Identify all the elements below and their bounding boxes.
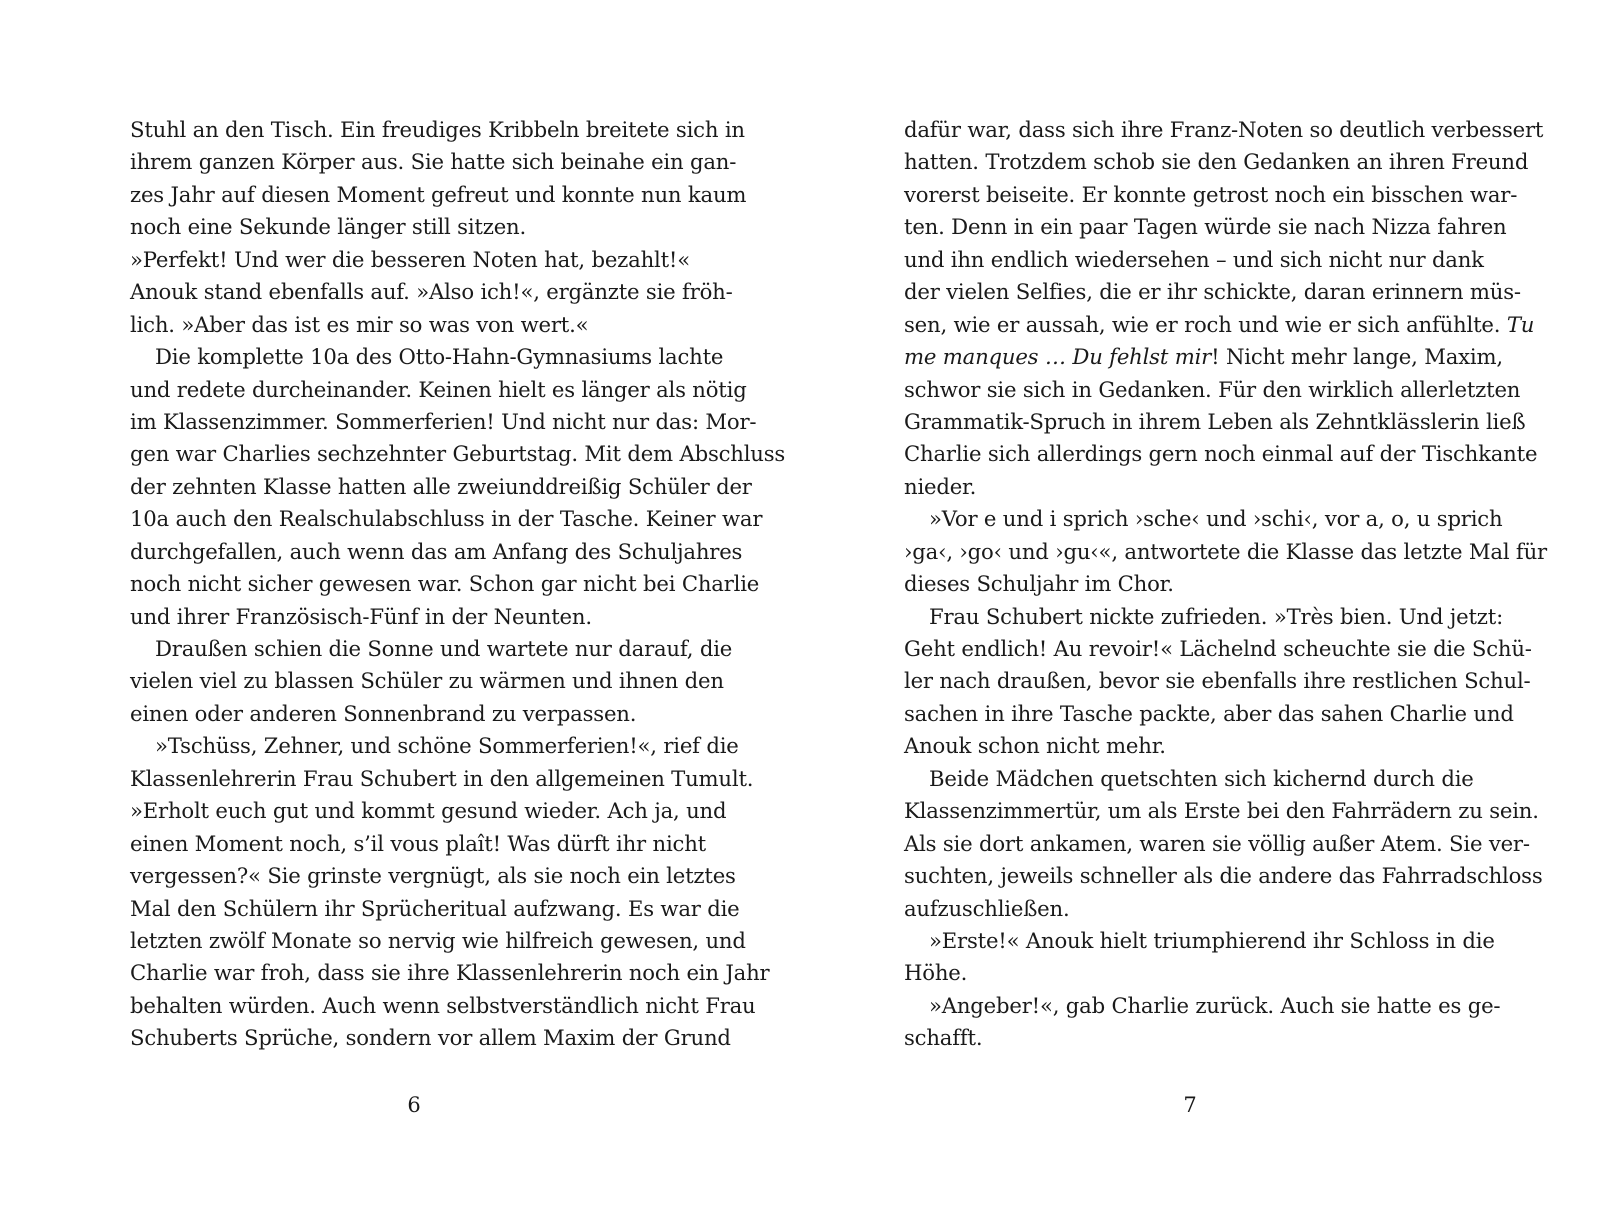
italic-text: me manques … Du fehlst mir: [904, 344, 1212, 370]
text-line: vielen viel zu blassen Schüler zu wärmen und ihnen den: [130, 668, 724, 694]
text-line: Charlie war froh, dass sie ihre Klassenlehrerin noch ein Jahr: [130, 960, 770, 986]
italic-text: Tu: [1506, 311, 1535, 337]
text-line: ten. Denn in ein paar Tagen würde sie nach Nizza fahren: [904, 214, 1507, 240]
text-line: durchgefallen, auch wenn das am Anfang des Schuljahres: [130, 538, 743, 564]
text-line: letzten zwölf Monate so nervig wie hilfreich gewesen, und: [130, 927, 746, 953]
text-line: hatten. Trotzdem schob sie den Gedanken an ihren Freund: [904, 149, 1529, 175]
text-line: Schuberts Sprüche, sondern vor allem Maxim der Grund: [130, 1025, 731, 1051]
text-line: Frau Schubert nickte zufrieden. »Très bien. Und jetzt:: [929, 603, 1504, 629]
text-line: Klassenzimmertür, um als Erste bei den Fahrrädern zu sein.: [904, 798, 1539, 824]
text-line: nieder.: [904, 473, 977, 499]
text-line: 10a auch den Realschulabschluss in der Tasche. Keiner war: [130, 506, 763, 532]
text-line: im Klassenzimmer. Sommerferien! Und nicht nur das: Mor-: [130, 408, 757, 434]
text-line: Anouk schon nicht mehr.: [904, 733, 1166, 759]
text-line: vergessen?« Sie grinste vergnügt, als sie noch ein letztes: [130, 863, 736, 889]
text-line-mixed: [904, 341, 1503, 373]
text-line: »Erholt euch gut und kommt gesund wieder. Ach ja, und: [130, 798, 727, 824]
text-line: ler nach draußen, bevor sie ebenfalls ihre restlichen Schul-: [904, 668, 1531, 694]
text-segment: ! Nicht mehr lange, Maxim,: [1211, 344, 1503, 370]
text-line: und redete durcheinander. Keinen hielt es länger als nötig: [130, 376, 747, 402]
text-line: und ihrer Französisch-Fünf in der Neunten.: [130, 603, 592, 629]
right-page-text: [904, 114, 1547, 1055]
text-line: und ihn endlich wiedersehen – und sich nicht nur dank: [904, 246, 1484, 272]
text-line: vorerst beiseite. Er konnte getrost noch ein bisschen war-: [904, 181, 1518, 207]
text-line: Geht endlich! Au revoir!« Lächelnd scheuchte sie die Schü-: [904, 636, 1532, 661]
text-segment: sen, wie er aussah, wie er roch und wie er sich anfühlte.: [904, 311, 1501, 337]
text-line: schafft.: [904, 1025, 983, 1051]
text-line: suchten, jeweils schneller als die andere das Fahrradschloss: [904, 863, 1543, 889]
text-line: »Vor e und i sprich ›sche‹ und ›schi‹, vor a, o, u sprich: [929, 506, 1503, 532]
text-line: Charlie sich allerdings gern noch einmal auf der Tischkante: [904, 441, 1538, 467]
text-line: einen Moment noch, s’il vous plaît! Was dürft ihr nicht: [130, 830, 706, 856]
page-number: 6: [407, 1093, 421, 1117]
text-line: Anouk stand ebenfalls auf. »Also ich!«, ergänzte sie fröh-: [130, 279, 733, 305]
text-line: einen oder anderen Sonnenbrand zu verpassen.: [130, 700, 637, 726]
text-line: »Tschüss, Zehner, und schöne Sommerferien!«, rief die: [155, 733, 739, 759]
text-line: der vielen Selfies, die er ihr schickte, daran erinnern müs-: [904, 279, 1521, 305]
text-line: dafür war, dass sich ihre Franz-Noten so deutlich verbessert: [904, 117, 1544, 142]
text-line: ›ga‹, ›go‹ und ›gu‹«, antwortete die Klasse das letzte Mal für: [904, 538, 1547, 564]
text-line: zes Jahr auf diesen Moment gefreut und konnte nun kaum: [130, 181, 747, 207]
text-line: dieses Schuljahr im Chor.: [904, 571, 1174, 597]
text-line: Als sie dort ankamen, waren sie völlig außer Atem. Sie ver-: [904, 830, 1530, 856]
text-line: ihrem ganzen Körper aus. Sie hatte sich beinahe ein gan-: [130, 149, 737, 175]
text-line: der zehnten Klasse hatten alle zweiunddreißig Schüler der: [130, 473, 752, 499]
text-line: noch nicht sicher gewesen war. Schon gar nicht bei Charlie: [130, 571, 760, 597]
text-line: Grammatik-Spruch in ihrem Leben als Zehntklässlerin ließ: [904, 408, 1526, 434]
text-line: behalten würden. Auch wenn selbstverständlich nicht Frau: [130, 992, 756, 1018]
text-line: aufzuschließen.: [904, 895, 1070, 921]
text-line: »Perfekt! Und wer die besseren Noten hat, bezahlt!«: [130, 246, 690, 272]
text-line: noch eine Sekunde länger still sitzen.: [130, 214, 527, 240]
text-line: Mal den Schülern ihr Sprücheritual aufzwang. Es war die: [130, 895, 740, 921]
text-line: Klassenlehrerin Frau Schubert in den allgemeinen Tumult.: [130, 765, 754, 791]
text-line: »Angeber!«, gab Charlie zurück. Auch sie hatte es ge-: [929, 992, 1501, 1018]
text-line-mixed: [904, 309, 1535, 341]
text-line: sachen in ihre Tasche packte, aber das sahen Charlie und: [904, 700, 1514, 726]
text-line: Beide Mädchen quetschten sich kichernd durch die: [929, 765, 1474, 791]
text-line: Draußen schien die Sonne und wartete nur darauf, die: [155, 636, 733, 661]
text-line: schwor sie sich in Gedanken. Für den wirklich allerletzten: [904, 376, 1521, 402]
left-page-text: [130, 114, 786, 1055]
page-number: 7: [1183, 1093, 1197, 1117]
text-line: gen war Charlies sechzehnter Geburtstag. Mit dem Abschluss: [130, 441, 786, 467]
text-line: »Erste!« Anouk hielt triumphierend ihr Schloss in die: [929, 927, 1495, 953]
text-line: Die komplette 10a des Otto-Hahn-Gymnasiums lachte: [155, 344, 724, 370]
text-line: Stuhl an den Tisch. Ein freudiges Kribbeln breitete sich in: [130, 117, 745, 142]
text-line: Höhe.: [904, 960, 968, 986]
text-line: lich. »Aber das ist es mir so was von wert.«: [130, 311, 589, 337]
